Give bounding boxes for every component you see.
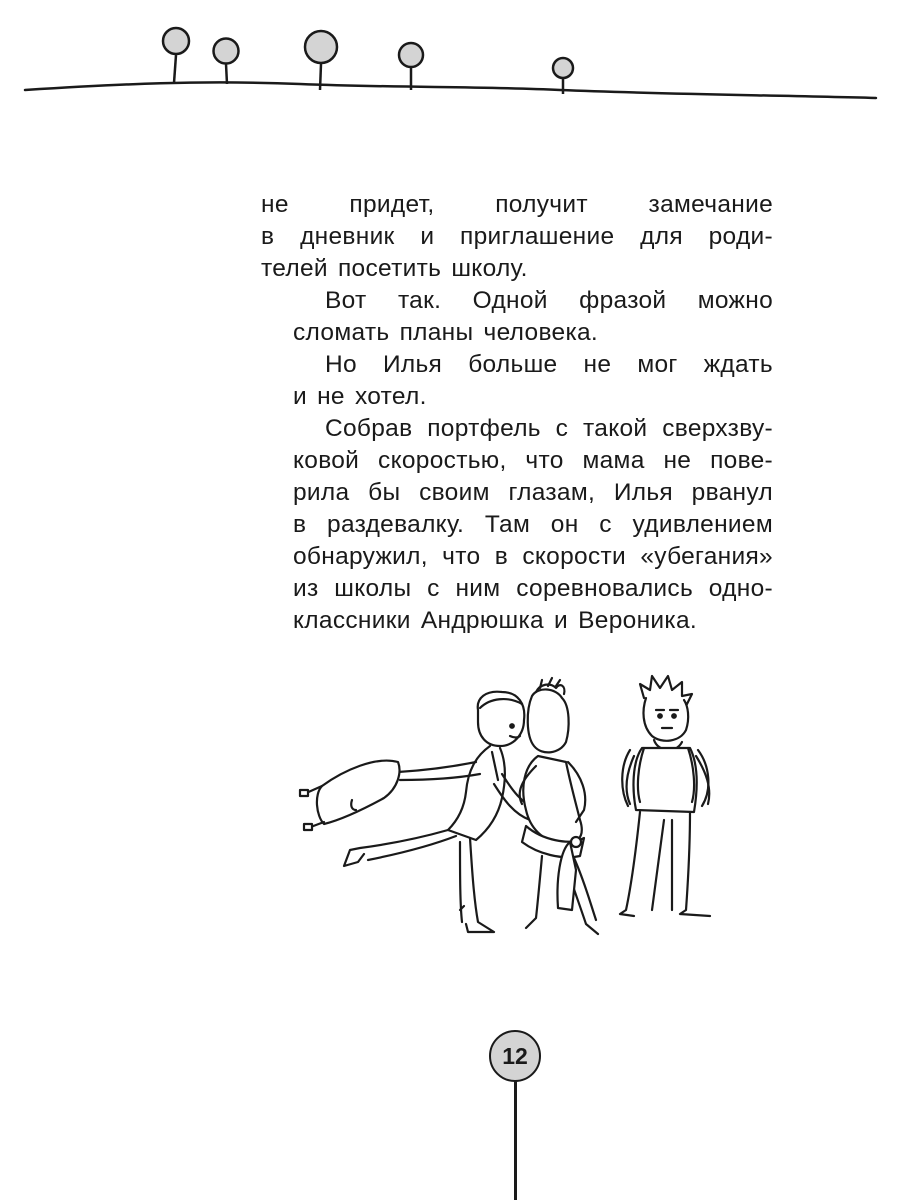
text-line: Вот так. Одной фразой можно xyxy=(325,287,773,314)
tree-3 xyxy=(305,31,337,90)
standing-boy xyxy=(620,676,710,916)
running-kids-illustration xyxy=(280,670,740,950)
running-boy xyxy=(300,692,546,932)
text-line: рила бы своим глазам, Илья рванул xyxy=(293,479,773,506)
text-line: и не хотел. xyxy=(293,383,427,410)
text-line: обнаружил, что в скорости «убегания» xyxy=(293,543,773,570)
text-line: сломать планы человека. xyxy=(293,319,599,346)
text-line: Но Илья больше не мог ждать xyxy=(325,351,773,378)
top-trees-decoration xyxy=(0,0,900,120)
story-text xyxy=(261,189,773,637)
paragraph-3 xyxy=(261,349,773,413)
text-line: в раздевалку. Там он с удивлением xyxy=(293,511,773,538)
page-number-stem xyxy=(514,1080,517,1200)
text-line: не придет, получит замечание xyxy=(261,191,773,218)
tree-4 xyxy=(399,43,423,90)
tree-2 xyxy=(214,39,239,85)
page-number: 12 xyxy=(489,1030,541,1082)
text-line: Собрав портфель с такой сверхзву- xyxy=(325,415,773,442)
text-line: телей посетить школу. xyxy=(261,255,528,282)
text-line: из школы с ним соревновались одно- xyxy=(293,575,773,602)
paragraph-4 xyxy=(261,413,773,637)
tree-1 xyxy=(163,28,189,83)
paragraph-2 xyxy=(261,285,773,349)
paragraph-1 xyxy=(261,189,773,285)
text-line: в дневник и приглашение для роди- xyxy=(261,223,773,250)
running-girl xyxy=(520,678,598,934)
text-line: ковой скоростью, что мама не пове- xyxy=(293,447,773,474)
text-line: классники Андрюшка и Вероника. xyxy=(293,607,697,634)
